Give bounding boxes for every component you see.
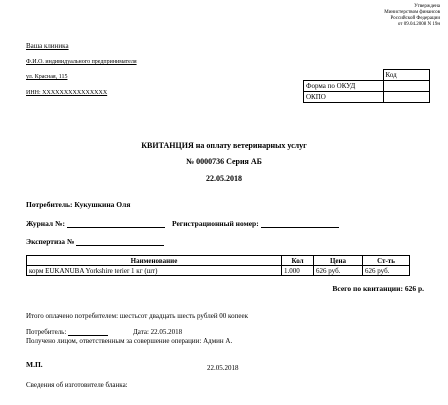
consumer-value: Кукушкина Оля <box>74 200 131 209</box>
form-maker-info: Сведения об изготовителе бланка: <box>26 381 128 389</box>
consumer-signature-blank <box>68 328 108 336</box>
codes-header: Код <box>383 70 430 81</box>
registration-label: Регистрационный номер: <box>172 219 259 228</box>
codes-value-okud <box>383 81 430 92</box>
receipt-title: КВИТАНЦИЯ на оплату ветеринарных услуг <box>141 141 307 150</box>
expertise-label: Экспертиза № <box>26 237 75 246</box>
signature-date: Дата: 22.05.2018 <box>133 328 183 336</box>
clinic-inn: ИНН: XXXXXXXXXXXXXXX <box>26 90 108 96</box>
stamp-date: 22.05.2018 <box>207 364 239 372</box>
journal-blank <box>67 219 165 228</box>
approval-line-3: Российской Федерации <box>390 16 440 21</box>
col-qty-header: Кол <box>282 256 314 266</box>
approval-line-1: Утверждена <box>414 4 440 9</box>
col-sum-header: Ст-ть <box>363 256 410 266</box>
expertise-blank <box>76 237 164 246</box>
item-qty: 1.000 <box>282 266 314 276</box>
journal-label: Журнал №: <box>26 219 66 228</box>
registration-field <box>172 219 339 228</box>
codes-empty-cell <box>304 70 384 81</box>
stamp-place: М.П. <box>26 360 43 369</box>
table-row <box>27 266 410 276</box>
item-name: корм EUKANUBA Yorkshire terier 1 кг (шт) <box>27 266 282 276</box>
receipt-date: 22.05.2018 <box>206 174 242 183</box>
item-price: 626 руб. <box>314 266 363 276</box>
consumer-signature-label: Потребитель: <box>26 328 67 336</box>
receipt-number: № 0000736 Серия АБ <box>186 157 262 166</box>
items-table <box>26 255 410 276</box>
received-by-text: Получено лицом, ответственным за совершение операции: Админ А. <box>26 337 233 345</box>
receipt-total: Всего по квитанции: 626 р. <box>332 284 424 293</box>
entrepreneur-name: Ф.И.О. индивидуального предпринимателя <box>26 59 137 65</box>
journal-field <box>26 219 165 228</box>
codes-label-okud: Форма по ОКУД <box>304 81 384 92</box>
col-price-header: Цена <box>314 256 363 266</box>
approval-line-2: Министерством финансов <box>384 10 440 15</box>
registration-blank <box>261 219 339 228</box>
codes-value-okpo <box>383 92 430 103</box>
clinic-address: ул. Красная, 115 <box>26 74 68 80</box>
expertise-field <box>26 237 164 246</box>
paid-amount-text: Итого оплачено потребителем: шестьсот двадцать шесть рублей 00 копеек <box>26 312 248 320</box>
codes-label-okpo: ОКПО <box>304 92 384 103</box>
consumer-signature <box>26 328 108 336</box>
clinic-name: Ваша клиника <box>26 42 69 50</box>
col-name-header: Наименование <box>27 256 282 266</box>
items-header-row <box>27 256 410 266</box>
approval-block <box>330 4 440 28</box>
item-sum: 626 руб. <box>363 266 410 276</box>
consumer-label: Потребитель: <box>26 200 73 209</box>
approval-line-4: от 09.04.2008 N 19н <box>397 22 440 27</box>
codes-table <box>303 69 430 103</box>
consumer-field <box>26 200 130 209</box>
